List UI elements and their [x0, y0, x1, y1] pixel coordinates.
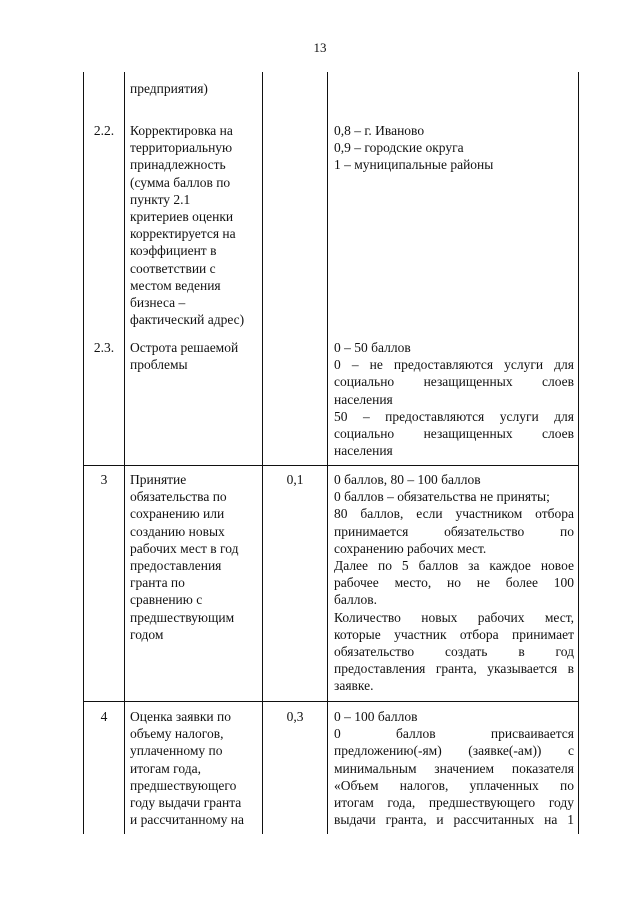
criteria-line: социально незащищенных слоев — [334, 374, 574, 390]
row-weight: 0,3 — [286, 709, 304, 724]
criteria-line: населения — [334, 391, 393, 407]
description-line: итогам года, — [130, 760, 201, 776]
row-criteria — [334, 122, 574, 174]
criteria-line: сохранению рабочих мест. — [334, 540, 487, 556]
table-left-border — [83, 72, 84, 834]
table-right-border — [578, 72, 579, 834]
criteria-line: выдачи гранта, и рассчитанных на 1 — [334, 812, 574, 828]
row-criteria — [334, 471, 574, 695]
criteria-line: 0,8 – г. Иваново — [334, 123, 425, 138]
criteria-line: 0 – 100 баллов — [334, 709, 418, 724]
row-criteria — [334, 708, 574, 828]
description-line: сохранению или — [130, 506, 225, 522]
criteria-line: минимальным значением показателя — [334, 760, 574, 776]
criteria-line: 0 баллов присваивается — [334, 726, 574, 742]
criteria-line: предложению(-ям) (заявке(-ам)) с — [334, 743, 574, 759]
criteria-line: 0,9 – городские округа — [334, 140, 464, 156]
description-line: критериев оценки — [130, 209, 234, 225]
criteria-line: которые участник отбора принимает — [334, 626, 574, 642]
row-description — [130, 80, 208, 97]
description-line: сравнению с — [130, 592, 203, 608]
criteria-line: 1 – муниципальные районы — [334, 157, 494, 173]
criteria-line: 80 баллов, если участником отбора — [334, 506, 574, 522]
description-line: (сумма баллов по — [130, 174, 231, 190]
criteria-line: 0 баллов, 80 – 100 баллов — [334, 472, 481, 487]
row-number: 2.3. — [93, 340, 115, 355]
description-line: рабочих мест в год — [130, 540, 239, 556]
description-line: году выдачи гранта — [130, 795, 242, 811]
criteria-line: 0 – не предоставляются услуги для — [334, 357, 574, 373]
row-description — [130, 471, 238, 643]
description-line: объему налогов, — [130, 726, 224, 742]
criteria-line: социально незащищенных слоев — [334, 426, 574, 442]
row-weight: 0,1 — [286, 472, 304, 487]
criteria-line: населения — [334, 443, 393, 459]
description-line: проблемы — [130, 357, 188, 373]
description-line: местом ведения — [130, 277, 221, 293]
column-divider-1 — [124, 72, 125, 834]
description-line: соответствии с — [130, 260, 216, 276]
criteria-line: «Объем налогов, уплаченных по — [334, 777, 574, 793]
row-description — [130, 122, 244, 328]
description-line: Принятие — [130, 472, 187, 487]
row-number: 3 — [100, 472, 108, 487]
criteria-line: заявке. — [334, 678, 374, 694]
row-divider-2 — [83, 701, 579, 702]
description-line: пункту 2.1 — [130, 191, 191, 207]
criteria-line: итогам года, предшествующего году — [334, 795, 574, 811]
criteria-line: 0 баллов – обязательства не приняты; — [334, 489, 550, 505]
description-line: Острота решаемой — [130, 340, 239, 355]
description-line: предприятия) — [130, 81, 208, 96]
row-description — [130, 339, 238, 373]
description-line: Оценка заявки по — [130, 709, 231, 724]
description-line: коэффициент в — [130, 243, 217, 259]
description-line: предшествующим — [130, 609, 235, 625]
description-line: предоставления — [130, 558, 222, 574]
row-criteria — [334, 339, 574, 459]
description-line: гранта по — [130, 575, 185, 591]
page-number: 13 — [313, 40, 327, 55]
description-line: обязательства по — [130, 489, 227, 505]
criteria-line: Количество новых рабочих мест, — [334, 609, 574, 625]
column-divider-3 — [327, 72, 328, 834]
criteria-line: баллов. — [334, 592, 377, 608]
row-description — [130, 708, 244, 828]
description-line: уплаченному по — [130, 743, 223, 759]
criteria-line: обязательство создать в год — [334, 644, 574, 660]
column-divider-2 — [262, 72, 263, 834]
criteria-line: 0 – 50 баллов — [334, 340, 411, 355]
description-line: корректируется на — [130, 226, 236, 242]
description-line: созданию новых — [130, 523, 225, 539]
description-line: годом — [130, 626, 164, 642]
description-line: фактический адрес) — [130, 312, 245, 328]
description-line: территориальную — [130, 140, 233, 156]
row-number: 4 — [100, 709, 108, 724]
description-line: Корректировка на — [130, 123, 233, 138]
description-line: предшествующего — [130, 777, 237, 793]
criteria-line: принимается обязательство по — [334, 523, 574, 539]
criteria-line: рабочее место, но не более 100 — [334, 575, 574, 591]
description-line: и рассчитанному на — [130, 812, 244, 828]
criteria-line: Далее по 5 баллов за каждое новое — [334, 558, 574, 574]
criteria-line: предоставления гранта, указывается в — [334, 661, 574, 677]
criteria-line: 50 – предоставляются услуги для — [334, 408, 574, 424]
row-divider-1 — [83, 465, 579, 466]
row-number: 2.2. — [93, 123, 115, 138]
description-line: принадлежность — [130, 157, 226, 173]
description-line: бизнеса – — [130, 295, 186, 311]
